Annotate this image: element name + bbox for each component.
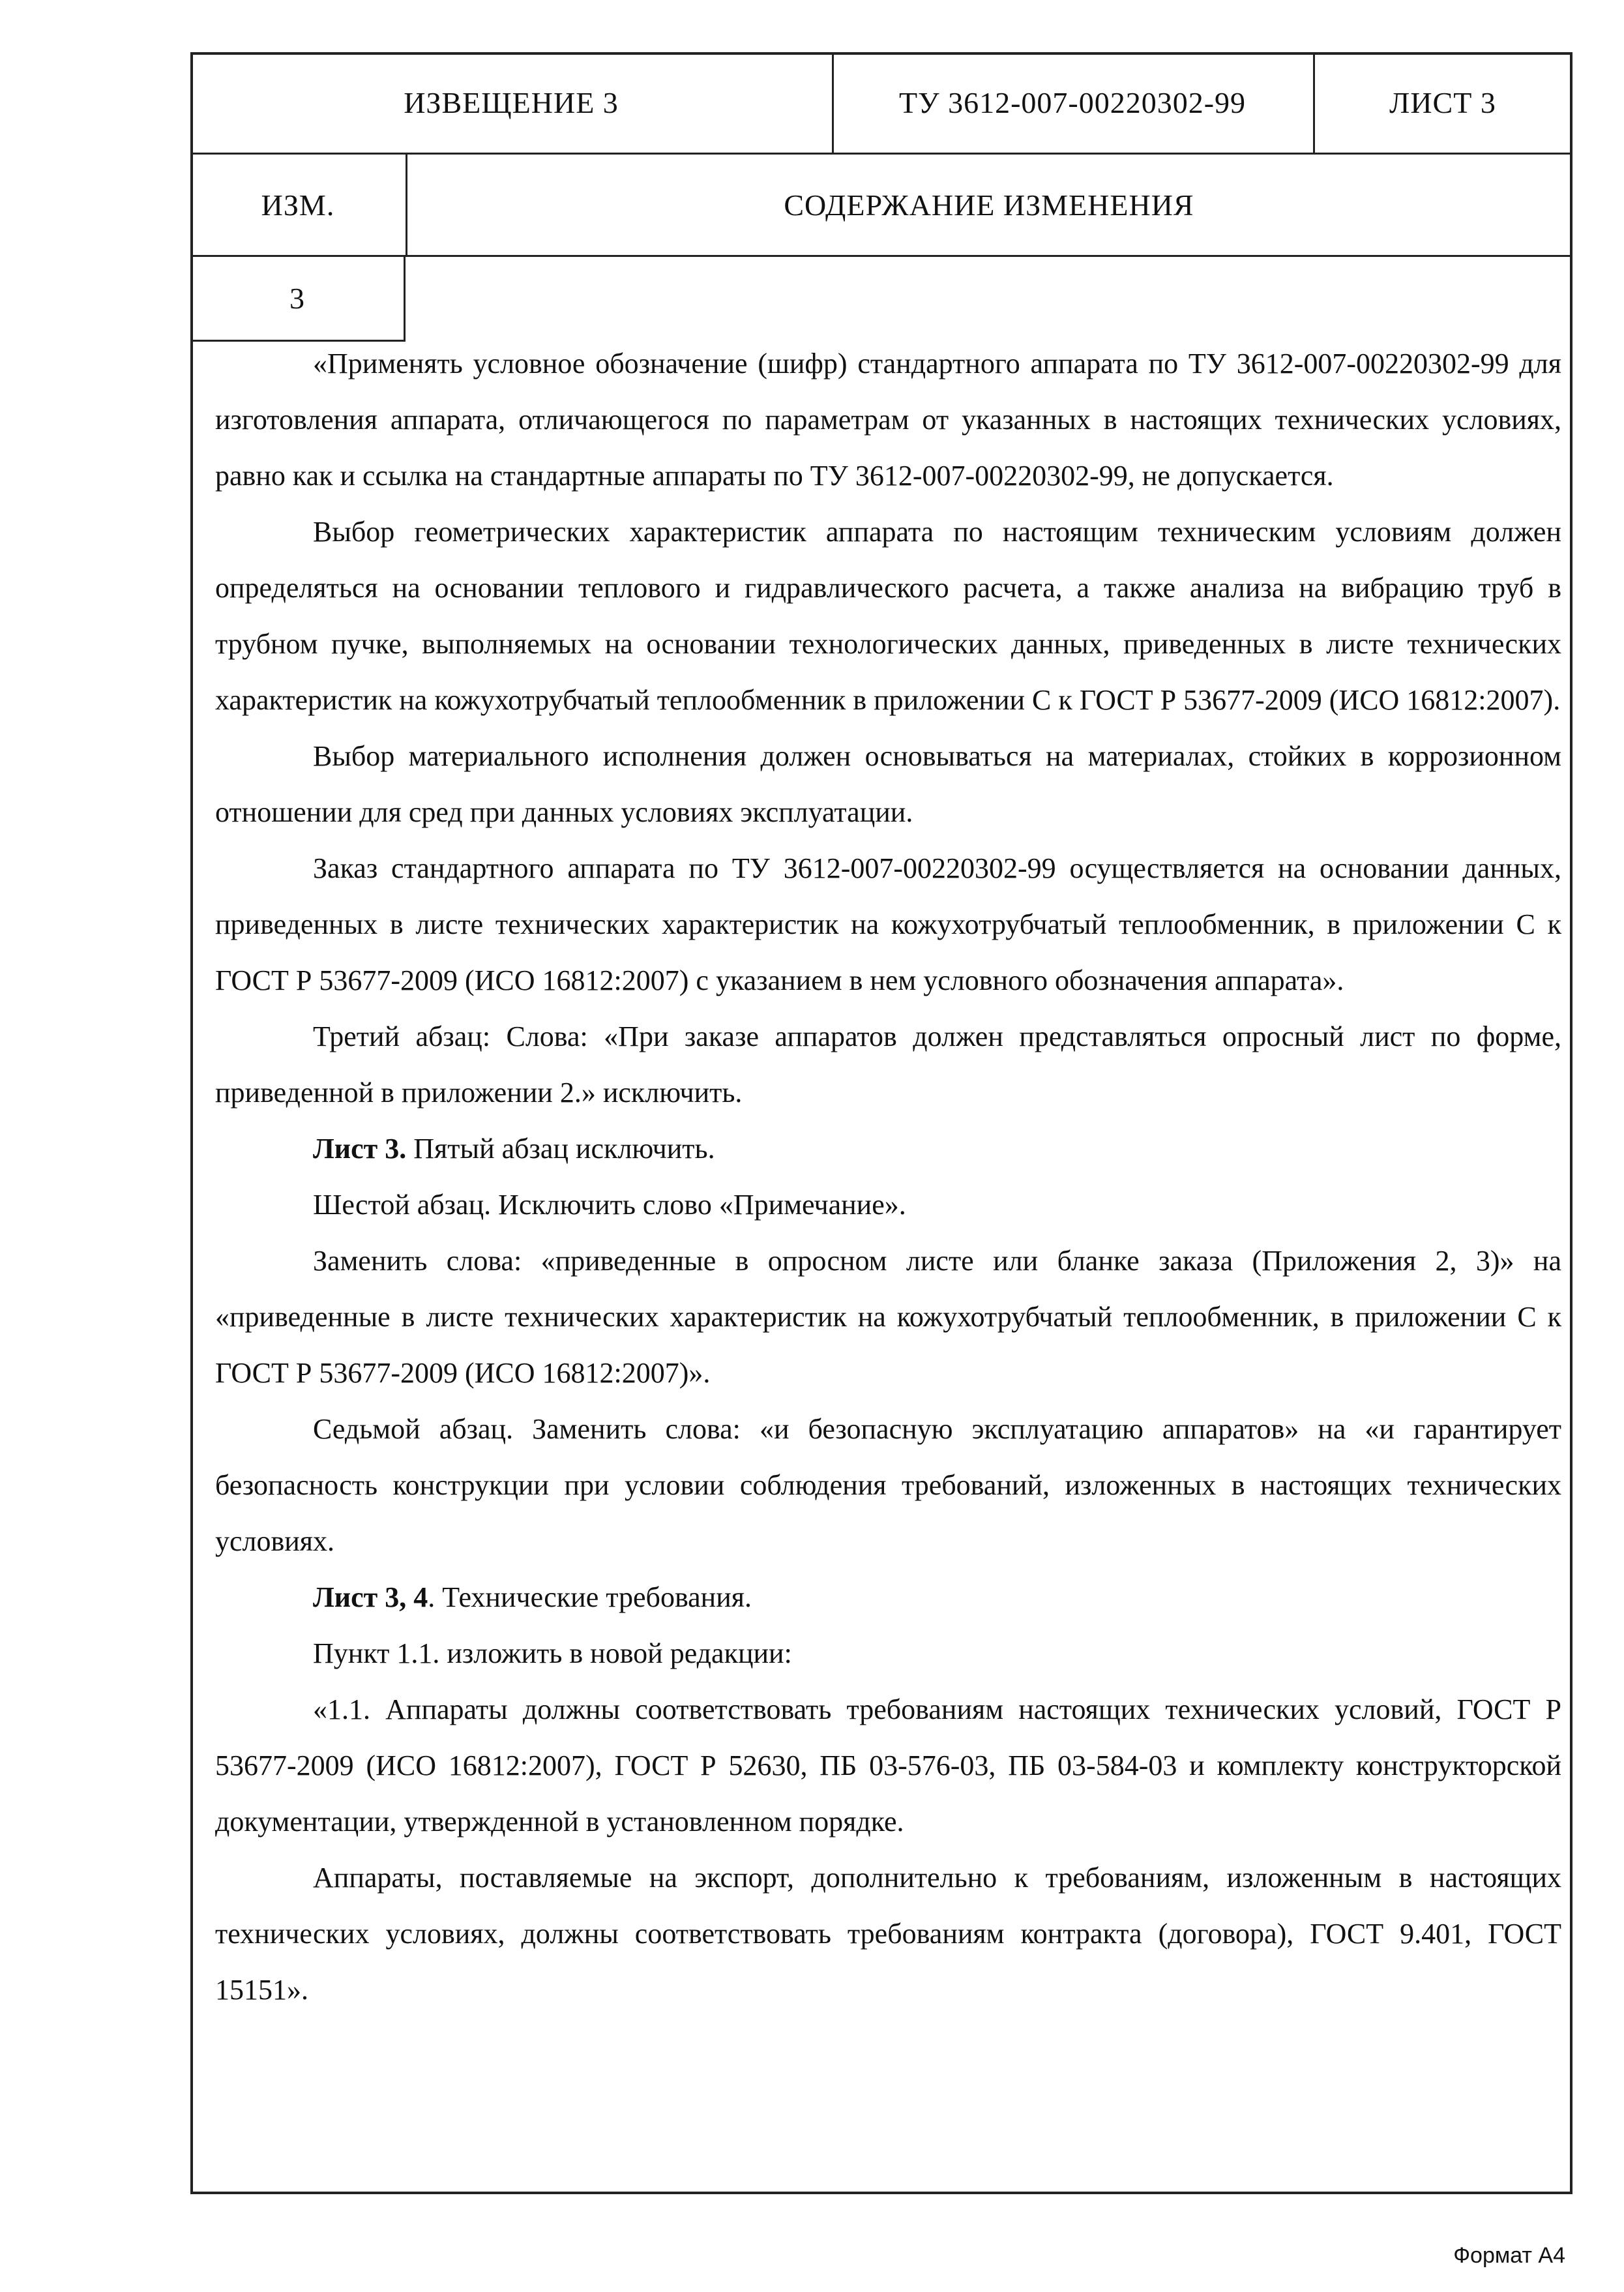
paragraph: Аппараты, поставляемые на экспорт, дополнительно к требованиям, изложенным в настоящих технических условиях, должны соответствовать требованиям контракта (договора), ГОСТ 9.401, ГОСТ 15151». bbox=[215, 1862, 1561, 2006]
paragraph: Выбор материального исполнения должен основываться на материалах, стойких в коррозионном отношении для сред при данных условиях эксплуатации. bbox=[215, 740, 1561, 828]
tu-number: ТУ 3612-007-00220302-99 bbox=[832, 52, 1315, 153]
notice-title: ИЗВЕЩЕНИЕ 3 bbox=[190, 52, 834, 153]
sheet-ref: Лист 3, 4 bbox=[313, 1581, 428, 1613]
paragraph: Заменить слова: «приведенные в опросном листе или бланке заказа (Приложения 2, 3)» на «приведенные в листе технических характеристик на кожухотрубчатый теплообменник, в приложении С к ГОСТ Р 53677-2009 (ИСО 16812:2007)». bbox=[215, 1245, 1561, 1389]
paragraph bbox=[215, 1121, 1561, 1177]
paragraph-text: . Технические требования. bbox=[428, 1581, 752, 1613]
subheader-row bbox=[190, 155, 1572, 257]
paragraph: «1.1. Аппараты должны соответствовать требованиям настоящих технических условий, ГОСТ Р 53677-2009 (ИСО 16812:2007), ГОСТ Р 52630, ПБ 03-576-03, ПБ 03-584-03 и комплекту конструкторской документации, утвержденной в установленном порядке. bbox=[215, 1693, 1561, 1838]
paragraph: «Применять условное обозначение (шифр) стандартного аппарата по ТУ 3612-007-00220302-99 для изготовления аппарата, отличающегося по параметрам от указанных в настоящих технических условиях, равно как и ссылка на стандартные аппараты по ТУ 3612-007-00220302-99, не допускается. bbox=[215, 348, 1561, 492]
header-row bbox=[190, 52, 1572, 155]
paragraph: Третий абзац: Слова: «При заказе аппаратов должен представляться опросный лист по форме, приведенной в приложении 2.» исключить. bbox=[215, 1020, 1561, 1109]
change-content bbox=[215, 336, 1561, 2018]
paragraph-text: Пятый абзац исключить. bbox=[406, 1133, 715, 1165]
izm-number: 3 bbox=[190, 257, 406, 342]
paragraph bbox=[215, 1570, 1561, 1626]
sheet-ref: Лист 3. bbox=[313, 1133, 407, 1165]
izm-label: ИЗМ. bbox=[190, 155, 407, 255]
sheet-number: ЛИСТ 3 bbox=[1389, 85, 1496, 119]
paragraph: Пункт 1.1. изложить в новой редакции: bbox=[313, 1637, 792, 1669]
paragraph: Шестой абзац. Исключить слово «Примечание». bbox=[313, 1189, 906, 1221]
paragraph: Седьмой абзац. Заменить слова: «и безопасную эксплуатацию аппаратов» на «и гарантирует безопасность конструкции при условии соблюдения требований, изложенных в настоящих технических условиях. bbox=[215, 1413, 1561, 1557]
paragraph: Заказ стандартного аппарата по ТУ 3612-007-00220302-99 осуществляется на основании данных, приведенных в листе технических характеристик на кожухотрубчатый теплообменник, в приложении С к ГОСТ Р 53677-2009 (ИСО 16812:2007) с указанием в нем условного обозначения аппарата». bbox=[215, 852, 1561, 996]
paragraph: Выбор геометрических характеристик аппарата по настоящим техническим условиям должен определяться на основании теплового и гидравлического расчета, а также анализа на вибрацию труб в трубном пучке, выполняемых на основании технологических данных, приведенных в листе технических характеристик на кожухотрубчатый теплообменник в приложении С к ГОСТ Р 53677-2009 (ИСО 16812:2007). bbox=[215, 516, 1561, 716]
format-label: Формат А4 bbox=[1453, 2243, 1565, 2268]
content-label: СОДЕРЖАНИЕ ИЗМЕНЕНИЯ bbox=[784, 188, 1194, 222]
